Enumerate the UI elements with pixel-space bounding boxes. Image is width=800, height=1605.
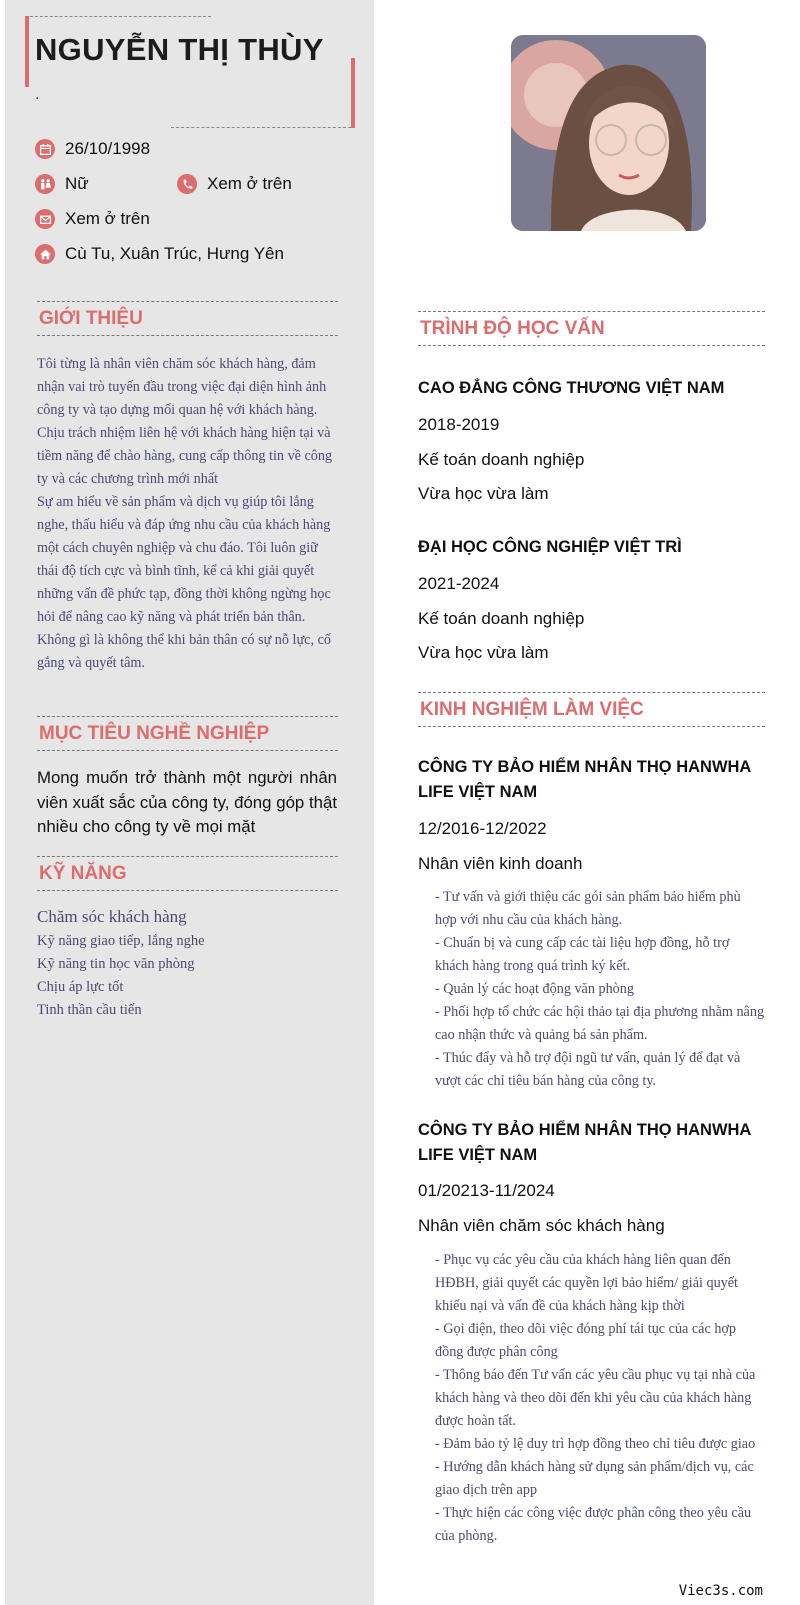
intro-paragraph: Tôi từng là nhân viên chăm sóc khách hàng, đảm nhận vai trò tuyến đầu trong việc đại diện hình ảnh công ty và tạo dựng mối quan hệ với khách hàng. Chịu trách nhiệm liên hệ với khách hàng hiện tại và tiềm năng để chào hàng, cung cấp thông tin về công ty và các chương trình mới nhất [37,356,333,487]
portrait-illustration [511,35,706,231]
gender-value: Nữ [65,174,89,193]
home-icon [35,244,55,264]
experience-role: Nhân viên chăm sóc khách hàng [418,1216,665,1235]
experience-section-title: KINH NGHIỆM LÀM VIỆC [418,692,765,727]
intro-text [37,353,337,675]
intro-paragraph: Sự am hiểu về sản phẩm và dịch vụ giúp tôi lắng nghe, thấu hiểu và đáp ứng nhu cầu của khách hàng một cách chuyên nghiệp và chu đáo. Tôi luôn giữ thái độ tích cực và bình tĩnh, kể cả khi giải quyết những vấn đề phức tạp, đồng thời không ngừng học hỏi để nâng cao kỹ năng và phát triển bản thân. [37,494,331,625]
phone-value: Xem ở trên [207,174,292,193]
task-item: - Đảm bảo tỷ lệ duy trì hợp đồng theo chỉ tiêu được giao [435,1436,756,1452]
intro-paragraph: Không gì là không thể khi bản thân có sự nỗ lực, cố gắng và quyết tâm. [37,632,331,671]
experience-role: Nhân viên kinh doanh [418,854,583,873]
phone-icon [177,174,197,194]
full-name: NGUYỄN THỊ THÙY [35,32,324,67]
name-header [25,16,355,128]
task-item: - Hướng dẫn khách hàng sử dụng sản phẩm/dịch vụ, các giao dịch trên app [435,1459,754,1498]
task-item: - Quản lý các hoạt động văn phòng [435,981,634,997]
address-row [35,244,284,264]
task-item: - Tư vấn và giới thiệu các gói sản phẩm bảo hiểm phù hợp với nhu cầu của khách hàng. [435,889,741,928]
task-item: - Chuẩn bị và cung cấp các tài liệu hợp đồng, hỗ trợ khách hàng trong quá trình ký kết. [435,935,730,974]
birthday-row [35,139,150,159]
experience-tasks [435,1249,765,1548]
calendar-icon [35,139,55,159]
task-item: - Gọi điện, theo dõi việc đóng phí tái tục của các hợp đồng được phân công [435,1321,737,1360]
education-major: Kế toán doanh nghiệp [418,609,585,628]
skill-item: Tinh thần cầu tiến [37,1002,142,1018]
task-item: - Thúc đẩy và hỗ trợ đội ngũ tư vấn, quản lý để đạt và vượt các chỉ tiêu bán hàng của công ty. [435,1050,741,1089]
task-item: - Thông báo đến Tư vấn các yêu cầu phục vụ tại nhà của khách hàng và theo dõi đến khi yêu cầu của khách hàng được hoàn tất. [435,1367,756,1429]
address-value: Cù Tu, Xuân Trúc, Hưng Yên [65,244,284,263]
experience-tasks [435,886,765,1093]
phone-row [177,174,292,194]
email-row [35,209,150,229]
education-major: Kế toán doanh nghiệp [418,450,585,469]
skills-section-title: KỸ NĂNG [37,856,338,891]
accent-bar [351,58,355,128]
birthday-value: 26/10/1998 [65,139,151,158]
skills-list [37,904,337,1022]
skill-item: Chịu áp lực tốt [37,979,124,995]
education-years: 2018-2019 [418,415,500,434]
experience-company: CÔNG TY BẢO HIỂM NHÂN THỌ HANWHA LIFE VIỆT NAM [418,758,751,801]
subtitle: . [35,86,40,103]
goal-section-title: MỤC TIÊU NGHỀ NGHIỆP [37,716,338,751]
education-school: ĐẠI HỌC CÔNG NGHIỆP VIỆT TRÌ [418,538,682,556]
gender-row [35,174,89,194]
experience-company: CÔNG TY BẢO HIỂM NHÂN THỌ HANWHA LIFE VIỆT NAM [418,1121,751,1164]
sidebar [5,0,374,1605]
task-item: - Phục vụ các yêu cầu của khách hàng liên quan đến HĐBH, giải quyết các quyền lợi bảo hiểm/ giải quyết khiếu nại và vấn đề của khách hàng kịp thời [435,1252,739,1314]
experience-period: 01/20213-11/2024 [418,1181,555,1200]
education-years: 2021-2024 [418,574,500,593]
watermark: Viec3s.com [678,1583,763,1599]
education-mode: Vừa học vừa làm [418,484,549,503]
skill-item: Kỹ năng tin học văn phòng [37,956,195,972]
email-icon [35,209,55,229]
education-school: CAO ĐẲNG CÔNG THƯƠNG VIỆT NAM [418,379,725,397]
goal-text: Mong muốn trở thành một người nhân viên xuất sắc của công ty, đóng góp thật nhiều cho công ty về mọi mặt [37,768,337,836]
divider [171,127,351,128]
gender-icon [35,174,55,194]
skill-item: Chăm sóc khách hàng [37,907,187,926]
divider [25,16,211,17]
accent-bar [25,16,29,87]
intro-section-title: GIỚI THIỆU [37,301,338,336]
experience-period: 12/2016-12/2022 [418,819,547,838]
education-mode: Vừa học vừa làm [418,643,549,662]
profile-photo [511,35,706,231]
skill-item: Kỹ năng giao tiếp, lắng nghe [37,933,205,949]
task-item: - Thực hiện các công việc được phân công theo yêu cầu của phòng. [435,1505,752,1544]
email-value: Xem ở trên [65,209,150,228]
task-item: - Phối hợp tổ chức các hội thảo tại địa phương nhằm nâng cao nhận thức và quảng bá sản phẩm. [435,1004,765,1043]
education-section-title: TRÌNH ĐỘ HỌC VẤN [418,311,765,346]
